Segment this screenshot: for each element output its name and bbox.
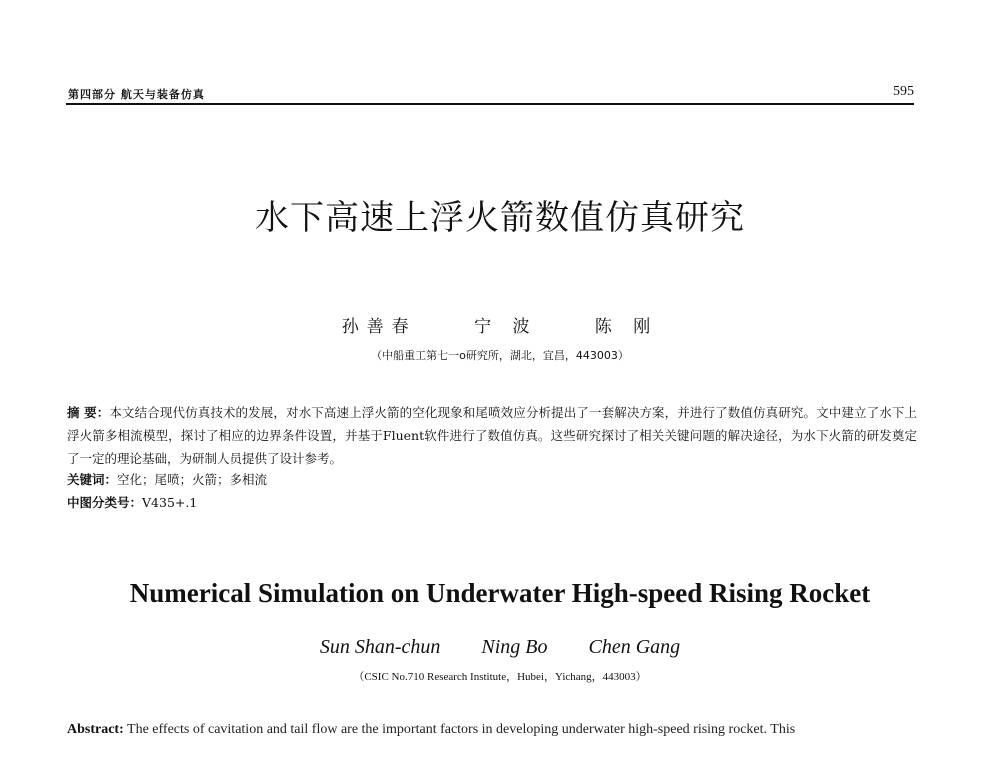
chinese-author-3: 陈 刚 — [594, 317, 659, 337]
chinese-authors — [0, 312, 1000, 337]
classification-code: V435+.1 — [142, 495, 198, 510]
chinese-affiliation: （中船重工第七一o研究所，湖北，宜昌，443003） — [371, 349, 629, 362]
chinese-title: 水下高速上浮火箭数值仿真研究 — [255, 198, 745, 238]
running-header-section: 第四部分 航天与装备仿真 — [68, 88, 205, 101]
chinese-abstract-label: 摘 要： — [67, 405, 110, 420]
english-author-1: Sun Shan-chun — [319, 636, 441, 658]
chinese-author-2: 宁 波 — [474, 317, 538, 337]
chinese-abstract-text: 本文结合现代仿真技术的发展，对水下高速上浮火箭的空化现象和尾喷效应分析提出了一套解决方案，并进行了数值仿真研究。文中建立了水下上浮火箭多相流模型，探讨了相应的边界条件设置，并基于Fluent软件进行了数值仿真。这些研究探讨了相关关键问题的解决途径，为水下火箭的研发奠定了一定的理论基础，为研制人员提供了设计参考。 — [67, 405, 917, 466]
english-authors — [0, 636, 1000, 659]
keywords-label: 关键词： — [67, 472, 118, 487]
english-author-2: Ning Bo — [481, 636, 548, 658]
english-affiliation: （CSIC No.710 Research Institute，Hubei，Yichang，443003） — [353, 671, 647, 683]
english-author-3: Chen Gang — [588, 636, 681, 658]
classification-label: 中图分类号： — [67, 495, 143, 510]
chinese-author-1: 孙善春 — [341, 317, 417, 337]
chinese-classification — [67, 493, 197, 511]
page-number: 595 — [893, 84, 914, 99]
english-abstract-label: Abstract: — [67, 722, 124, 737]
header-rule — [66, 103, 914, 105]
english-abstract — [67, 719, 917, 741]
chinese-abstract — [67, 401, 917, 470]
english-title: Numerical Simulation on Underwater High-speed Rising Rocket — [129, 578, 871, 608]
english-abstract-text: The effects of cavitation and tail flow are the important factors in developing underwater high-speed rising rocket. This — [127, 722, 796, 737]
keywords-text: 空化；尾喷；火箭；多相流 — [117, 472, 268, 487]
chinese-keywords — [67, 470, 267, 488]
